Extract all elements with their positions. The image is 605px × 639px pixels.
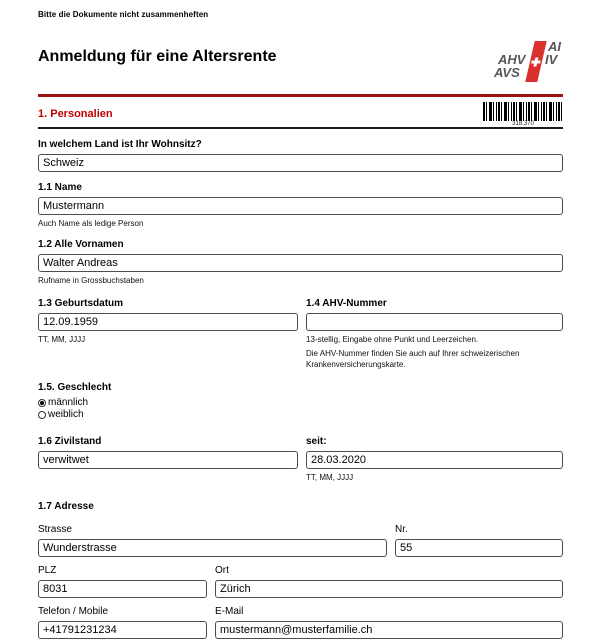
radio-button-icon[interactable]: [38, 399, 46, 407]
note-name: Auch Name als ledige Person: [38, 219, 144, 228]
label-ort: Ort: [215, 565, 229, 576]
barcode-number: 318.370: [512, 121, 534, 127]
input-wohnsitz[interactable]: [38, 154, 563, 172]
input-vornamen[interactable]: [38, 254, 563, 272]
label-ahv-nummer: 1.4 AHV-Nummer: [306, 298, 387, 309]
label-geburtsdatum: 1.3 Geburtsdatum: [38, 298, 124, 309]
note-geburtsdatum: TT, MM, JJJJ: [38, 335, 86, 344]
radio-weiblich[interactable]: [38, 409, 563, 420]
label-wohnsitz: In welchem Land ist Ihr Wohnsitz?: [38, 139, 202, 150]
input-zivilstand-seit[interactable]: [306, 451, 563, 469]
label-adresse: 1.7 Adresse: [38, 501, 94, 512]
input-strasse[interactable]: [38, 539, 387, 557]
stapling-notice: Bitte die Dokumente nicht zusammenheften: [38, 10, 209, 19]
swiss-cross-icon: [525, 41, 546, 82]
row-zivilstand: [38, 436, 563, 483]
input-telefon[interactable]: [38, 621, 207, 639]
section-header-personalien: [38, 94, 563, 129]
label-email: E-Mail: [215, 606, 244, 617]
note-ahv-nummer-2: Die AHV-Nummer finden Sie auch auf Ihrer schweizerischen Krankenversicherungskarte.: [306, 349, 520, 369]
input-ort[interactable]: [215, 580, 563, 598]
note-ahv-nummer-1: 13-stellig, Eingabe ohne Punkt und Leerzeichen.: [306, 335, 479, 344]
ahv-avs-logo: [489, 40, 579, 84]
radio-label-weiblich: weiblich: [48, 409, 84, 420]
label-geschlecht: 1.5. Geschlecht: [38, 382, 112, 393]
note-vornamen: Rufname in Grossbuchstaben: [38, 276, 144, 285]
label-vornamen: 1.2 Alle Vornamen: [38, 239, 124, 250]
label-name: 1.1 Name: [38, 182, 82, 193]
radio-button-icon[interactable]: [38, 411, 46, 419]
logo-text-iv: IV: [545, 52, 558, 67]
label-strasse: Strasse: [38, 524, 72, 535]
logo-text-avs: AVS: [494, 65, 520, 80]
input-geburtsdatum[interactable]: [38, 313, 298, 331]
label-telefon: Telefon / Mobile: [38, 606, 109, 617]
geschlecht-radio-group: [38, 397, 563, 420]
label-nr: Nr.: [395, 524, 408, 535]
input-nr[interactable]: [395, 539, 563, 557]
note-zivilstand-seit: TT, MM, JJJJ: [306, 473, 354, 482]
row-strasse-nr: [38, 516, 563, 557]
radio-label-maennlich: männlich: [48, 397, 89, 408]
input-zivilstand[interactable]: [38, 451, 298, 469]
section-title: 1. Personalien: [38, 108, 113, 120]
input-name[interactable]: [38, 197, 563, 215]
row-geburtsdatum-ahv: [38, 298, 563, 370]
label-zivilstand-seit: seit:: [306, 436, 327, 447]
input-email[interactable]: [215, 621, 563, 639]
input-ahv-nummer[interactable]: [306, 313, 563, 331]
row-plz-ort: [38, 557, 563, 598]
row-telefon-email: [38, 598, 563, 639]
input-plz[interactable]: [38, 580, 207, 598]
logo-text-ai: AI: [548, 39, 561, 54]
label-plz: PLZ: [38, 565, 57, 576]
barcode: [483, 102, 563, 128]
barcode-bars: [483, 102, 563, 121]
page-title: Anmeldung für eine Altersrente: [38, 48, 277, 65]
radio-maennlich[interactable]: [38, 397, 563, 408]
logo-text-ahv: AHV: [498, 52, 526, 67]
label-zivilstand: 1.6 Zivilstand: [38, 436, 102, 447]
